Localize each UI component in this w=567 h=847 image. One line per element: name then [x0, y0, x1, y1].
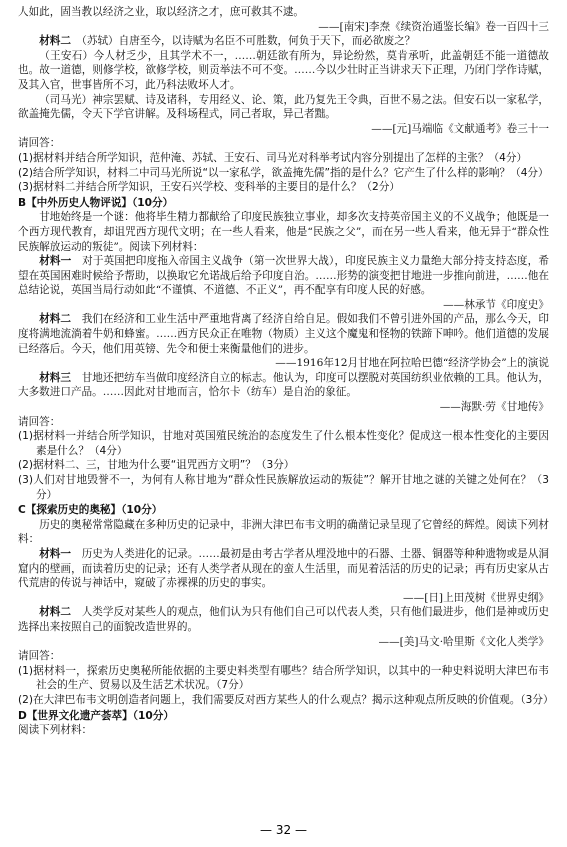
material-label: 材料二 — [39, 313, 72, 326]
source-citation: ——[南宋]李焘《续资治通鉴长编》卷一百四十三 — [318, 20, 549, 33]
question-item: (2)据材料二、三，甘地为什么要“诅咒西方文明”？（3分） — [18, 459, 295, 472]
section-intro: 阅读下列材料： — [18, 724, 93, 737]
question-item: (1)据材料一并结合所学知识，甘地对英国殖民统治的态度发生了什么根本性变化？促成这一根本性变化的主要因素是什么？（4分） — [18, 430, 549, 457]
question-item: (2)结合所学知识，材料二中司马光所说“以一家私学，欲盖掩先儒”指的是什么？它产生了什么样的影响？（4分） — [18, 166, 549, 179]
material-text: 甘地还把纺车当做印度经济自立的标志。他认为，印度可以摆脱对英国纺织业依赖的工具。他认为，大多数进口产品。……因此对甘地而言，恰尔卡（纺车）是自治的象征。 — [18, 371, 550, 399]
answer-prompt: 请回答： — [18, 137, 61, 150]
material-label: 材料一 — [39, 255, 72, 268]
material-text: （苏轼）自唐至今，以诗赋为名臣不可胜数，何负于天下，而必欲废之？ — [81, 35, 416, 48]
material-label: 材料三 — [39, 371, 72, 384]
material-continuation: 人如此，固当教以经济之业，取以经济之才，庶可救其不逮。 — [18, 6, 305, 18]
answer-prompt: 请回答： — [18, 415, 61, 428]
question-item: (3)人们对甘地毁誉不一，为何有人称甘地为“群众性民族解放运动的叛徒”？解开甘地之谜的关键之处何在？（3分） — [18, 474, 549, 501]
material-2-paragraph — [18, 34, 549, 49]
material-paragraph — [18, 547, 549, 591]
section-intro: 甘地始终是一个谜：他将毕生精力都献给了印度民族独立事业，却多次支持英帝国主义的不义战争；他既是一个西方现代教育，却诅咒西方现代文明；在一些人看来，他是“民族之父”，而在另一些人看来，他无异于“群众性民族解放运动的叛徒”。阅读下列材料： — [18, 211, 549, 253]
source-citation: ——1916年12月甘地在阿拉哈巴德“经济学协会”上的演说 — [275, 357, 549, 370]
source-citation: ——[日]上田茂树《世界史纲》 — [403, 591, 549, 604]
material-text: 对于英国把印度拖入帝国主义战争（第一次世界大战），印度民族主义力量绝大部分持支持态度，希望在英国困难时候给予帮助，以换取它允诺战后给予印度自治。……形势的演变把甘地进一步推向前进，……他在总结论说，英国当局行动如此“不谨慎、不道德、不正义”，再不配享有印度人民的好感。 — [18, 255, 549, 297]
question-item: (3)据材料二并结合所学知识，王安石兴学校、变科举的主要目的是什么？（2分） — [18, 181, 400, 194]
source-citation: ——林承节《印度史》 — [443, 298, 549, 311]
question-item: (1)据材料并结合所学知识，范仲淹、苏轼、王安石、司马光对科举考试内容分别提出了怎样的主张？（4分） — [18, 151, 528, 164]
section-heading: C【探索历史的奥秘】（10分） — [18, 504, 163, 517]
question-item: (1)据材料一，探索历史奥秘所能依据的主要史料类型有哪些？结合所学知识，以其中的一种史料说明大津巴布韦社会的生产、贸易以及生活艺术状况。（7分） — [18, 664, 549, 692]
section-heading: D【世界文化遗产荟萃】（10分） — [18, 709, 174, 722]
material-text: 人类学反对某些人的观点，他们认为只有他们自己可以代表人类，只有他们最进步，他们是神或历史选择出来按照自己的面貌改造世界的。 — [18, 606, 550, 633]
source-citation: ——[元]马端临《文献通考》卷三十一 — [371, 122, 549, 135]
answer-prompt: 请回答： — [18, 650, 61, 663]
question-item: (2)在大津巴布韦文明创造者问题上，我们需要反对西方某些人的什么观点？揭示这种观点所反映的价值观。（3分） — [18, 693, 554, 706]
material-2-paragraph: （王安石）今人材乏少，且其学术不一，……朝廷欲有所为，异论纷然，莫肯承听，此盖朝廷不能一道德故也。故一道德，则修学校，欲修学校，则贡举法不可不变。……今以少壮时正当讲求天下正理，乃闭门学作诗赋，及其入官，世事皆所不习，此乃科法败坏人才。 — [18, 49, 549, 91]
material-paragraph — [18, 371, 549, 400]
material-label: 材料一 — [39, 547, 72, 560]
source-citation: ——[美]马文·哈里斯《文化人类学》 — [378, 635, 549, 648]
page-number: — 32 — — [260, 823, 307, 837]
section-intro: 历史的奥秘常常隐藏在多种历史的记录中，非洲大津巴布韦文明的确凿记录呈现了它曾经的辉煌。阅读下列材料： — [18, 518, 549, 546]
material-paragraph — [18, 312, 549, 356]
material-label: 材料二 — [39, 35, 71, 48]
section-heading: B【中外历史人物评说】（10分） — [18, 196, 174, 209]
material-text: 我们在经济和工业生活中严重地背离了经济自给自足。假如我们不曾引进外国的产品，那么今天，印度将满地流淌着牛奶和蜂蜜。……西方民众正在唯物（物质）主义这个魔鬼和怪物的铁蹄下呻吟。他们道德的发展已经落后。今天，他们用英镑、先令和便士来衡量他们的进步。 — [18, 313, 550, 355]
material-2-paragraph: （司马光）神宗罢赋、诗及诸科，专用经义、论、策，此乃复先王令典，百世不易之法。但安石以一家私学，欲盖掩先儒，令天下学官讲解。及科场程式，同己者取，异己者黜。 — [18, 93, 549, 121]
material-label: 材料二 — [39, 606, 72, 619]
material-paragraph — [18, 605, 549, 634]
source-citation: ——海默·劳《甘地传》 — [439, 401, 549, 414]
material-paragraph — [18, 254, 549, 298]
material-text: 历史为人类进化的记录。……最初是由考古学者从埋没地中的石器、土器、铜器等种种遗物或是从洞窟内的壁画，而读着历史的记录；还有人类学者从现在的蛮人生活里，而见着活活的历史的记录；再有历史家从古代荒唐的传说与神话中，窥破了赤裸裸的历史的事实。 — [18, 547, 550, 590]
